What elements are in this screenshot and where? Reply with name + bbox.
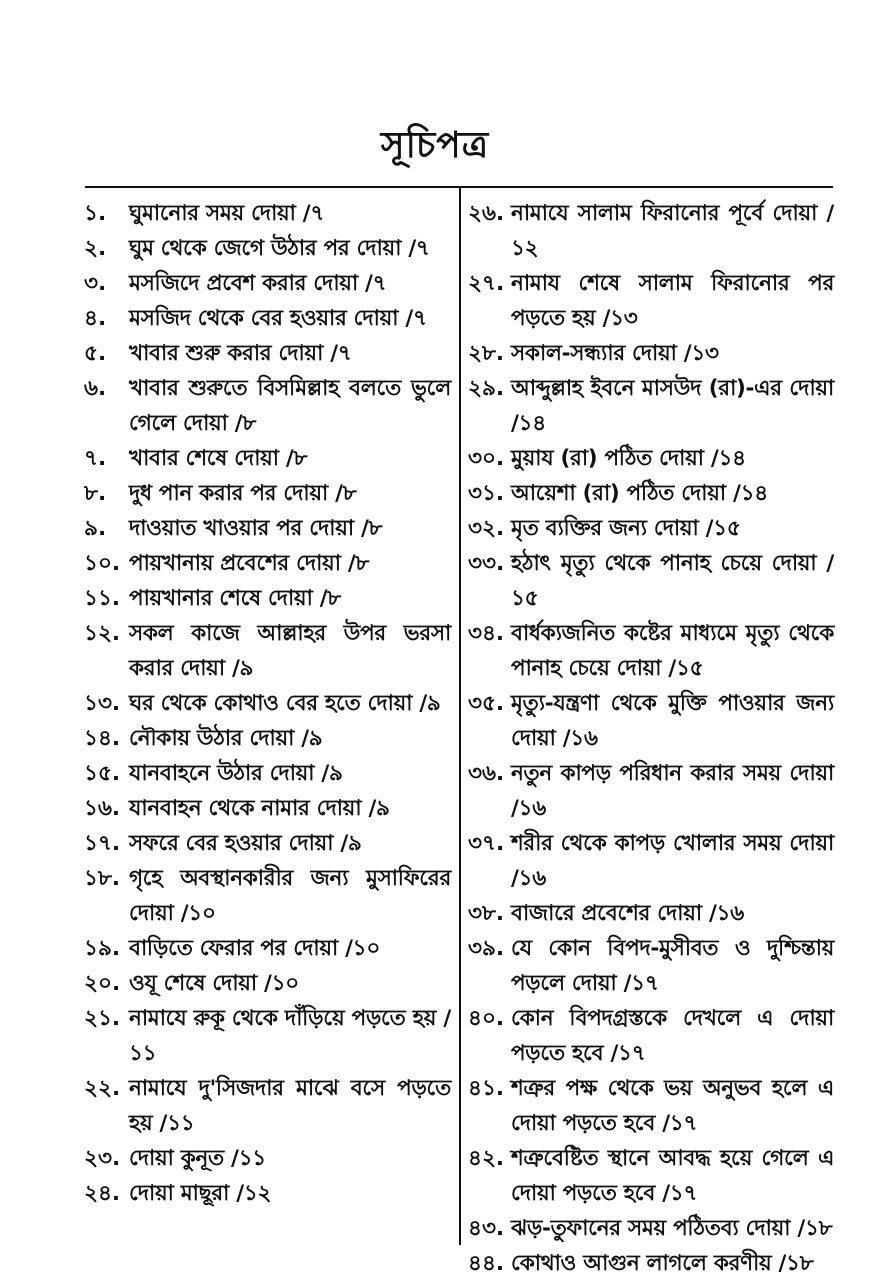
toc-entry-title: বাজারে প্রবেশের দোয়া /১৬ [511, 901, 744, 926]
toc-entry-title: সকল কাজে আল্লাহর উপর ভরসা করার দোয়া /৯ [129, 621, 451, 681]
toc-entry-title: যে কোন বিপদ-মুসীবত ও দুশ্চিন্তায় পড়লে দোয়া /১৭ [511, 936, 834, 996]
toc-entry-number: ৮. [84, 481, 107, 506]
toc-entry-title: নামাযে সালাম ফিরানোর পূর্বে দোয়া /১২ [511, 201, 834, 261]
toc-entry-title: দুধ পান করার পর দোয়া /৮ [129, 481, 357, 506]
toc-entry-title: মুয়ায (রা) পঠিত দোয়া /১৪ [511, 446, 746, 471]
toc-entry-number: ৩০. [468, 446, 505, 471]
toc-entry [84, 616, 451, 686]
toc-entry [84, 511, 451, 546]
toc-entry-number: ৩৮. [468, 901, 505, 926]
toc-entry-title: খাবার শুরু করার দোয়া /৭ [129, 341, 352, 366]
toc-entry [468, 931, 834, 1001]
toc-entry-number: ৪২. [468, 1146, 505, 1171]
toc-entry-number: ৪. [84, 306, 107, 331]
toc-entry-number: ৩২. [468, 516, 505, 541]
toc-right-column [468, 196, 834, 1281]
toc-entry [84, 686, 451, 721]
toc-entry-number: ১৬. [84, 796, 121, 821]
toc-entry-title: দোয়া মাছূরা /১২ [129, 1181, 272, 1206]
toc-entry-title: মৃত ব্যক্তির জন্য দোয়া /১৫ [511, 516, 741, 541]
toc-entry-number: ৯. [84, 516, 107, 541]
toc-entry [468, 196, 834, 266]
toc-entry-number: ১. [84, 201, 107, 226]
toc-entry [84, 931, 451, 966]
toc-entry-title: মৃত্যু-যন্ত্রণা থেকে মুক্তি পাওয়ার জন্য দোয়া /১৬ [511, 691, 834, 751]
toc-entry-number: ৭. [84, 446, 107, 471]
toc-entry-title: নামায শেষে সালাম ফিরানোর পর পড়তে হয় /১৩ [511, 271, 834, 331]
toc-entry-number: ৪০. [468, 1006, 505, 1031]
toc-entry-number: ৩১. [468, 481, 505, 506]
toc-entry-number: ১৫. [84, 761, 121, 786]
toc-entry [468, 371, 834, 441]
toc-entry [468, 1071, 834, 1141]
toc-entry-title: ঘর থেকে কোথাও বের হতে দোয়া /৯ [129, 691, 441, 716]
toc-entry-title: পায়খানায় প্রবেশের দোয়া /৮ [129, 551, 370, 576]
toc-entry [84, 301, 451, 336]
toc-entry-number: ১৮. [84, 866, 121, 891]
toc-entry [84, 1176, 451, 1211]
toc-entry-title: আব্দুল্লাহ ইবনে মাসউদ (রা)-এর দোয়া /১৪ [511, 376, 834, 436]
toc-entry [468, 616, 834, 686]
toc-entry-number: ২৪. [84, 1181, 121, 1206]
toc-entry-title: নৌকায় উঠার দোয়া /৯ [129, 726, 323, 751]
toc-entry [468, 1211, 834, 1246]
toc-entry-title: যানবাহনে উঠার দোয়া /৯ [129, 761, 343, 786]
toc-entry-number: ২১. [84, 1006, 121, 1031]
toc-entry-number: ২৩. [84, 1146, 121, 1171]
toc-entry [468, 686, 834, 756]
toc-entry-number: ৬. [84, 376, 107, 401]
toc-entry-number: ২২. [84, 1076, 121, 1101]
toc-entry-title: খাবার শুরুতে বিসমিল্লাহ বলতে ভুলে গেলে দোয়া /৮ [129, 376, 451, 436]
toc-entry-number: ১৩. [84, 691, 121, 716]
toc-entry [84, 231, 451, 266]
toc-entry-title: ঘুমানোর সময় দোয়া /৭ [129, 201, 325, 226]
toc-entry [84, 791, 451, 826]
toc-entry [468, 756, 834, 826]
toc-entry-title: কোন বিপদগ্রস্তকে দেখলে এ দোয়া পড়তে হবে /১৭ [511, 1006, 834, 1066]
toc-entry [84, 581, 451, 616]
toc-entry [468, 511, 834, 546]
toc-entry-number: ৪৪. [468, 1251, 505, 1276]
toc-entry-title: কোথাও আগুন লাগলে করণীয় /১৮ [511, 1251, 814, 1276]
toc-entry-title: শত্রুবেষ্টিত স্থানে আবদ্ধ হয়ে গেলে এ দোয়া পড়তে হবে /১৭ [511, 1146, 834, 1206]
toc-entry [468, 546, 834, 616]
toc-entry [84, 721, 451, 756]
toc-entry [84, 1071, 451, 1141]
toc-entry-number: ২. [84, 236, 107, 261]
toc-entry [84, 1001, 451, 1071]
toc-entry-title: খাবার শেষে দোয়া /৮ [129, 446, 308, 471]
toc-entry [468, 1141, 834, 1211]
toc-entry [84, 546, 451, 581]
toc-entry-number: ২৯. [468, 376, 505, 401]
toc-entry-title: ঘুম থেকে জেগে উঠার পর দোয়া /৭ [129, 236, 430, 261]
toc-entry-title: আয়েশা (রা) পঠিত দোয়া /১৪ [511, 481, 768, 506]
toc-entry-title: ঝড়-তুফানের সময় পঠিতব্য দোয়া /১৮ [511, 1216, 833, 1241]
toc-entry-number: ৩৭. [468, 831, 505, 856]
toc-entry-title: পায়খানার শেষে দোয়া /৮ [129, 586, 341, 611]
toc-entry-number: ১০. [84, 551, 121, 576]
toc-entry [468, 441, 834, 476]
toc-entry-number: ২০. [84, 971, 121, 996]
toc-entry-title: নামাযে রুকূ থেকে দাঁড়িয়ে পড়তে হয় /১১ [129, 1006, 451, 1066]
toc-entry-number: ১৯. [84, 936, 121, 961]
toc-entry-number: ১১. [84, 586, 121, 611]
toc-entry [84, 441, 451, 476]
toc-entry-title: নামাযে দু'সিজদার মাঝে বসে পড়তে হয় /১১ [129, 1076, 451, 1136]
toc-entry-title: শরীর থেকে কাপড় খোলার সময় দোয়া /১৬ [511, 831, 834, 891]
toc-entry-number: ১৭. [84, 831, 121, 856]
toc-entry-title: দোয়া কুনূত /১১ [129, 1146, 266, 1171]
toc-entry-number: ৪৩. [468, 1216, 505, 1241]
toc-entry [468, 476, 834, 511]
toc-entry-title: ওযূ শেষে দোয়া /১০ [129, 971, 299, 996]
toc-entry-title: হঠাৎ মৃত্যু থেকে পানাহ চেয়ে দোয়া /১৫ [511, 551, 834, 611]
toc-entry-number: ৪১. [468, 1076, 505, 1101]
toc-entry-title: দাওয়াত খাওয়ার পর দোয়া /৮ [129, 516, 383, 541]
toc-entry-title: সকাল-সন্ধ্যার দোয়া /১৩ [511, 341, 719, 366]
toc-entry-number: ৩৪. [468, 621, 505, 646]
toc-entry-title: গৃহে অবস্থানকারীর জন্য মুসাফিরের দোয়া /১০ [129, 866, 451, 926]
toc-entry [84, 1141, 451, 1176]
page-title: সূচিপত্র [380, 124, 490, 166]
toc-entry [84, 371, 451, 441]
toc-entry [468, 826, 834, 896]
toc-entry [84, 476, 451, 511]
toc-entry-title: মসজিদে প্রবেশ করার দোয়া /৭ [129, 271, 387, 296]
toc-entry [468, 1001, 834, 1071]
toc-entry [84, 756, 451, 791]
toc-entry [84, 826, 451, 861]
toc-entry-number: ৫. [84, 341, 107, 366]
toc-entry-number: ৩৬. [468, 761, 505, 786]
toc-entry [84, 861, 451, 931]
toc-entry-title: বার্ধক্যজনিত কষ্টের মাধ্যমে মৃত্যু থেকে পানাহ চেয়ে দোয়া /১৫ [511, 621, 834, 681]
column-divider [459, 188, 461, 1245]
toc-entry-number: ২৭. [468, 271, 505, 296]
toc-entry-number: ৩৯. [468, 936, 505, 961]
toc-entry [468, 266, 834, 336]
toc-entry-number: ২৮. [468, 341, 505, 366]
toc-entry-title: বাড়িতে ফেরার পর দোয়া /১০ [129, 936, 380, 961]
toc-entry-number: ২৬. [468, 201, 505, 226]
toc-entry [468, 896, 834, 931]
toc-entry-number: ৩. [84, 271, 107, 296]
toc-entry [84, 196, 451, 231]
toc-entry [84, 266, 451, 301]
toc-entry-title: শত্রুর পক্ষ থেকে ভয় অনুভব হলে এ দোয়া পড়তে হবে /১৭ [511, 1076, 834, 1136]
toc-entry-title: নতুন কাপড় পরিধান করার সময় দোয়া /১৬ [511, 761, 834, 821]
toc-entry [84, 336, 451, 371]
toc-entry-title: সফরে বের হওয়ার দোয়া /৯ [129, 831, 362, 856]
toc-entry [84, 966, 451, 1001]
toc-entry-number: ৩৩. [468, 551, 505, 576]
toc-entry-number: ৩৫. [468, 691, 505, 716]
toc-left-column [84, 196, 451, 1211]
toc-entry [468, 1246, 834, 1281]
toc-entry-number: ১৪. [84, 726, 121, 751]
toc-entry-number: ১২. [84, 621, 121, 646]
toc-entry-title: যানবাহন থেকে নামার দোয়া /৯ [129, 796, 390, 821]
toc-entry-title: মসজিদ থেকে বের হওয়ার দোয়া /৭ [129, 306, 427, 331]
toc-entry [468, 336, 834, 371]
